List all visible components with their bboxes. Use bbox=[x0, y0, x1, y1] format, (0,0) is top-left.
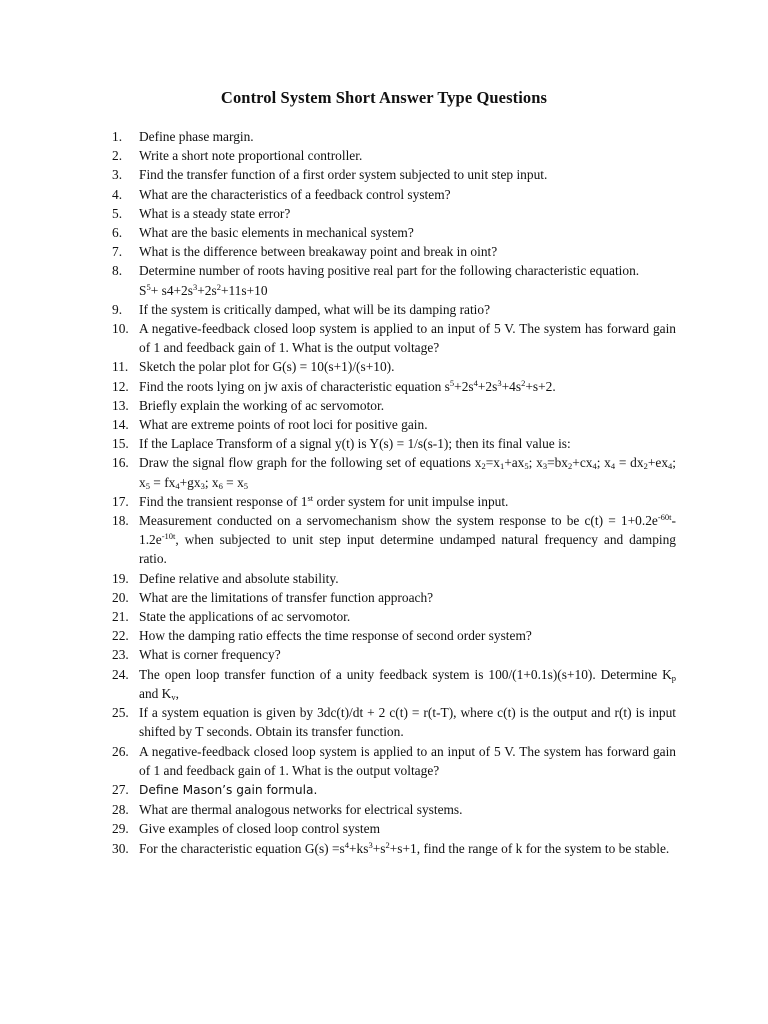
text-run: , when subjected to unit step input determine undamped natural frequency and damping ratio. bbox=[139, 532, 676, 567]
question-text: A negative-feedback closed loop system is applied to an input of 5 V. The system has forward gain of 1 and feedback gain of 1. What is the output voltage? bbox=[139, 321, 676, 356]
question-number: 23. bbox=[112, 647, 129, 663]
question-item bbox=[112, 569, 676, 588]
question-number: 20. bbox=[112, 589, 129, 605]
question-item bbox=[112, 780, 676, 800]
text-run: +ks bbox=[349, 840, 369, 856]
question-number: 30. bbox=[112, 840, 129, 856]
text-run: +s+2. bbox=[525, 378, 556, 394]
subscript: 5 bbox=[145, 480, 150, 491]
text-run: order system for unit impulse input. bbox=[313, 493, 509, 509]
characteristic-equation bbox=[139, 283, 268, 298]
question-text: What is a steady state error? bbox=[139, 205, 291, 221]
exponent: 4 bbox=[473, 377, 478, 388]
question-text: Briefly explain the working of ac servomotor. bbox=[139, 397, 385, 413]
question-item bbox=[112, 319, 676, 357]
question-item bbox=[112, 357, 676, 376]
text-run: ; x bbox=[528, 455, 543, 471]
question-text: What are the characteristics of a feedback control system? bbox=[139, 186, 451, 202]
question-text: Write a short note proportional controller. bbox=[139, 148, 363, 164]
subscript: 3 bbox=[542, 461, 548, 472]
question-item bbox=[112, 261, 676, 299]
eq-exponent: 5 bbox=[146, 281, 151, 292]
question-number: 14. bbox=[112, 417, 129, 433]
question-number: 16. bbox=[112, 455, 129, 471]
question-item bbox=[112, 434, 676, 453]
question-text: If the system is critically damped, what will be its damping ratio? bbox=[139, 301, 491, 317]
question-number: 19. bbox=[112, 570, 129, 586]
question-item bbox=[112, 665, 676, 703]
text-run: Find the transient response of 1 bbox=[139, 493, 308, 509]
question-text: What is the difference between breakaway point and break in oint? bbox=[139, 244, 498, 260]
question-item bbox=[112, 396, 676, 415]
question-number: 12. bbox=[112, 378, 129, 394]
text-run: ; x bbox=[139, 455, 677, 490]
eq-part: S bbox=[139, 282, 147, 298]
text-run: =x bbox=[485, 455, 500, 471]
question-number: 25. bbox=[112, 705, 129, 721]
question-list bbox=[112, 127, 676, 858]
question-item bbox=[112, 204, 676, 223]
question-item bbox=[112, 839, 676, 858]
text-run: +2s bbox=[477, 378, 498, 394]
question-number: 28. bbox=[112, 802, 129, 818]
question-item bbox=[112, 626, 676, 645]
question-item bbox=[112, 511, 676, 569]
eq-exponent: 2 bbox=[216, 281, 221, 292]
text-run: ; x bbox=[204, 474, 219, 490]
question-text: A negative-feedback closed loop system is applied to an input of 5 V. The system has forward gain of 1 and feedback gain of 1. What is the output voltage? bbox=[139, 743, 676, 778]
question-text: How the damping ratio effects the time response of second order system? bbox=[139, 628, 532, 644]
eq-part: +11s+10 bbox=[220, 282, 268, 298]
question-item bbox=[112, 146, 676, 165]
text-run: = dx bbox=[615, 455, 644, 471]
question-number: 6. bbox=[112, 225, 123, 241]
question-text bbox=[139, 455, 676, 489]
question-text: Give examples of closed loop control system bbox=[139, 821, 380, 837]
question-text: Define Mason’s gain formula. bbox=[139, 782, 318, 797]
question-item bbox=[112, 185, 676, 204]
subscript: 2 bbox=[568, 461, 573, 472]
text-run: Measurement conducted on a servomechanism show the system response to be c(t) = 1+0.2e bbox=[139, 513, 658, 529]
text-run: +cx bbox=[572, 455, 593, 471]
exponent: -60t bbox=[657, 512, 672, 523]
text-run: , bbox=[175, 685, 179, 701]
question-text: Sketch the polar plot for G(s) = 10(s+1)/(s+10). bbox=[139, 359, 395, 375]
eq-part: + s4+2s bbox=[150, 282, 193, 298]
eq-exponent: 3 bbox=[192, 281, 198, 292]
text-run: Draw the signal flow graph for the following set of equations x bbox=[139, 455, 482, 471]
question-number: 3. bbox=[112, 167, 123, 183]
text-run: and K bbox=[139, 685, 172, 701]
question-text: What are the limitations of transfer function approach? bbox=[139, 589, 434, 605]
text-run: +gx bbox=[179, 474, 201, 490]
text-run: +ax bbox=[504, 455, 525, 471]
subscript: v bbox=[171, 691, 176, 702]
text-run: +s+1, find the range of k for the system to be stable. bbox=[389, 840, 670, 856]
question-text: What are the basic elements in mechanical system? bbox=[139, 225, 414, 241]
subscript: 6 bbox=[218, 480, 223, 491]
text-run: +ex bbox=[647, 455, 669, 471]
question-item bbox=[112, 165, 676, 184]
question-item bbox=[112, 703, 676, 741]
text-run: +4s bbox=[501, 378, 522, 394]
question-item bbox=[112, 492, 676, 511]
question-text: State the applications of ac servomotor. bbox=[139, 609, 351, 625]
page-title: Control System Short Answer Type Questions bbox=[220, 88, 548, 107]
question-number: 27. bbox=[112, 781, 129, 797]
question-text: What are extreme points of root loci for positive gain. bbox=[139, 417, 428, 433]
question-text: What is corner frequency? bbox=[139, 647, 281, 663]
question-text bbox=[139, 667, 676, 701]
question-item bbox=[112, 588, 676, 607]
question-item bbox=[112, 742, 676, 780]
question-item bbox=[112, 300, 676, 319]
text-run: =bx bbox=[547, 455, 569, 471]
exponent: 3 bbox=[368, 839, 373, 850]
text-run: ; x bbox=[596, 455, 611, 471]
subscript: 2 bbox=[643, 461, 648, 472]
question-number: 5. bbox=[112, 205, 123, 221]
question-text bbox=[139, 379, 556, 394]
question-number: 11. bbox=[112, 359, 129, 375]
subscript: p bbox=[671, 672, 676, 683]
question-number: 26. bbox=[112, 743, 129, 759]
text-run: Find the roots lying on jw axis of characteristic equation s bbox=[139, 378, 450, 394]
question-text bbox=[139, 841, 669, 856]
subscript: 3 bbox=[200, 480, 205, 491]
question-item bbox=[112, 223, 676, 242]
question-number: 10. bbox=[112, 321, 129, 337]
subscript: 4 bbox=[175, 480, 180, 491]
superscript: st bbox=[307, 492, 314, 503]
question-text: Define phase margin. bbox=[139, 129, 254, 144]
question-number: 15. bbox=[112, 436, 129, 452]
question-text: If the Laplace Transform of a signal y(t) is Y(s) = 1/s(s-1); then its final value is: bbox=[139, 436, 571, 452]
subscript: 2 bbox=[481, 461, 486, 472]
question-number: 7. bbox=[112, 244, 123, 260]
question-text: What are thermal analogous networks for electrical systems. bbox=[139, 802, 463, 818]
question-text bbox=[139, 494, 508, 509]
question-number: 13. bbox=[112, 397, 129, 413]
exponent: 3 bbox=[497, 377, 502, 388]
text-run: = x bbox=[222, 474, 244, 490]
question-item bbox=[112, 242, 676, 261]
question-number: 4. bbox=[112, 186, 123, 202]
text-run: The open loop transfer function of a unity feedback system is 100/(1+0.1s)(s+10). Determine K bbox=[139, 666, 672, 682]
text-run: = fx bbox=[149, 474, 176, 490]
question-item bbox=[112, 377, 676, 396]
question-item bbox=[112, 819, 676, 838]
question-number: 29. bbox=[112, 821, 129, 837]
exponent: 4 bbox=[344, 839, 349, 850]
question-number: 17. bbox=[112, 493, 129, 509]
question-text bbox=[139, 513, 676, 566]
text-run: For the characteristic equation G(s) =s bbox=[139, 840, 345, 856]
eq-part: +2s bbox=[197, 282, 217, 298]
question-item bbox=[112, 127, 676, 146]
question-number: 1. bbox=[112, 129, 123, 144]
subscript: 4 bbox=[592, 461, 597, 472]
subscript: 4 bbox=[668, 461, 673, 472]
exponent: 2 bbox=[385, 839, 390, 850]
text-run: -1.2e bbox=[139, 513, 676, 548]
exponent: 2 bbox=[521, 377, 526, 388]
question-number: 9. bbox=[112, 301, 123, 317]
subscript: 4 bbox=[610, 461, 616, 472]
question-text: Determine number of roots having positive real part for the following characteristic equation. bbox=[139, 263, 640, 279]
question-text: If a system equation is given by 3dc(t)/dt + 2 c(t) = r(t-T), where c(t) is the output and r(t) is input shifted by T seconds. Obtain its transfer function. bbox=[139, 705, 676, 740]
question-item bbox=[112, 800, 676, 819]
subscript: 1 bbox=[499, 461, 505, 472]
exponent: -10t bbox=[161, 531, 176, 542]
question-number: 8. bbox=[112, 263, 123, 279]
text-run: +2s bbox=[454, 378, 474, 394]
question-item bbox=[112, 607, 676, 626]
question-item bbox=[112, 453, 676, 491]
subscript: 5 bbox=[243, 480, 249, 491]
text-run: +s bbox=[372, 840, 386, 856]
question-item bbox=[112, 645, 676, 664]
question-text: Find the transfer function of a first order system subjected to unit step input. bbox=[139, 167, 548, 183]
question-number: 18. bbox=[112, 513, 129, 529]
exponent: 5 bbox=[449, 377, 455, 388]
question-text: Define relative and absolute stability. bbox=[139, 570, 339, 586]
question-number: 2. bbox=[112, 148, 123, 164]
subscript: 5 bbox=[524, 461, 529, 472]
question-number: 21. bbox=[112, 609, 129, 625]
question-number: 24. bbox=[112, 666, 129, 682]
question-number: 22. bbox=[112, 628, 129, 644]
question-item bbox=[112, 415, 676, 434]
